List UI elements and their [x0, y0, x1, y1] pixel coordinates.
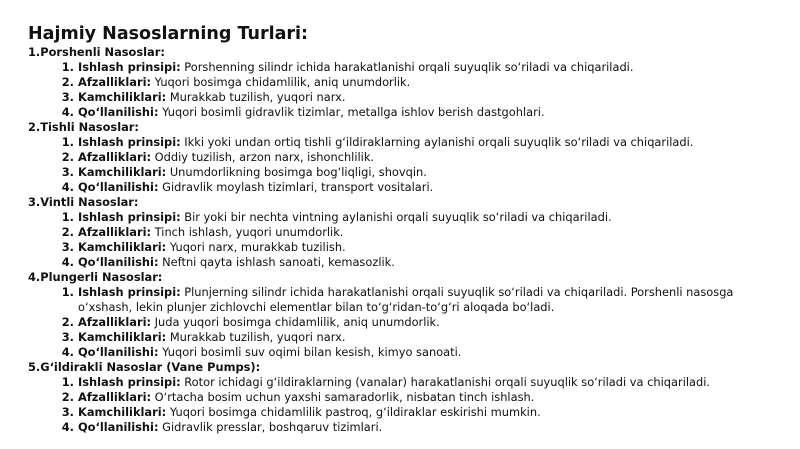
list-item: [61, 330, 778, 345]
item-text: Neftni qayta ishlash sanoati, kemasozlik.: [158, 255, 395, 269]
item-text: Yuqori bosimli suv oqimi bilan kesish, kimyo sanoati.: [158, 345, 462, 359]
item-text: Yuqori bosimga chidamlilik pastroq, g‘ildiraklar eskirishi mumkin.: [166, 405, 541, 419]
item-label: Afzalliklari:: [78, 315, 152, 329]
page-title: Hajmiy Nasoslarning Turlari:: [28, 24, 309, 44]
list-item: [61, 345, 778, 360]
list-item: [61, 75, 778, 90]
list-item: [61, 150, 778, 165]
pump-section: [28, 120, 778, 195]
item-label: Kamchiliklari:: [78, 240, 167, 254]
list-item: [61, 60, 778, 75]
section-item-list: [28, 210, 778, 270]
section-item-list: [28, 375, 778, 435]
section-item-list: [28, 60, 778, 120]
section-item-list: [28, 285, 778, 360]
list-item: [61, 255, 778, 270]
item-text: Ikki yoki undan ortiq tishli g‘ildiraklarning aylanishi orqali suyuqlik so‘riladi va chiqariladi.: [180, 135, 694, 149]
item-text: Murakkab tuzilish, yuqori narx.: [166, 330, 346, 344]
item-number: 1.: [61, 60, 74, 74]
item-text: Porshenning silindr ichida harakatlanishi orqali suyuqlik so‘riladi va chiqariladi.: [180, 60, 634, 74]
item-number: 3.: [61, 240, 74, 254]
item-number: 2.: [61, 390, 74, 404]
section-heading: 3.Vintli Nasoslar:: [28, 195, 139, 209]
item-number: 1.: [61, 375, 74, 389]
item-number: 4.: [61, 345, 74, 359]
item-number: 3.: [61, 90, 74, 104]
item-text: Plunjerning silindr ichida harakatlanishi orqali suyuqlik so‘riladi va chiqariladi. Porshenli nasosga o‘xshash, lekin plunjer zichlovchi elementlar bilan to‘g‘ridan-to‘g‘ri aloqada bo‘ladi.: [78, 285, 734, 314]
item-label: Kamchiliklari:: [78, 405, 167, 419]
item-text: Bir yoki bir nechta vintning aylanishi orqali suyuqlik so‘riladi va chiqariladi.: [180, 210, 612, 224]
item-text: O‘rtacha bosim uchun yaxshi samaradorlik, nisbatan tinch ishlash.: [151, 390, 535, 404]
pump-section: [28, 45, 778, 120]
item-number: 2.: [61, 150, 74, 164]
item-number: 2.: [61, 225, 74, 239]
item-label: Ishlash prinsipi:: [78, 135, 181, 149]
item-number: 1.: [61, 210, 74, 224]
item-number: 3.: [61, 405, 74, 419]
list-item: [61, 315, 778, 330]
item-label: Qo‘llanilishi:: [78, 345, 159, 359]
item-number: 1.: [61, 135, 74, 149]
item-label: Ishlash prinsipi:: [78, 60, 181, 74]
item-label: Qo‘llanilishi:: [78, 105, 159, 119]
sections-list: [28, 45, 778, 435]
pump-section: [28, 270, 778, 360]
list-item: [61, 285, 778, 315]
item-number: 1.: [61, 285, 74, 299]
item-text: Rotor ichidagi g‘ildiraklarning (vanalar) harakatlanishi orqali suyuqlik so‘riladi va chiqariladi.: [180, 375, 711, 389]
item-label: Afzalliklari:: [78, 390, 152, 404]
item-text: Gidravlik moylash tizimlari, transport vositalari.: [158, 180, 434, 194]
item-text: Murakkab tuzilish, yuqori narx.: [166, 90, 346, 104]
section-heading: 4.Plungerli Nasoslar:: [28, 270, 163, 284]
item-text: Tinch ishlash, yuqori unumdorlik.: [151, 225, 344, 239]
list-item: [61, 405, 778, 420]
item-label: Ishlash prinsipi:: [78, 210, 181, 224]
list-item: [61, 105, 778, 120]
section-heading: 1.Porshenli Nasoslar:: [28, 45, 165, 59]
item-label: Ishlash prinsipi:: [78, 375, 181, 389]
item-label: Qo‘llanilishi:: [78, 180, 159, 194]
list-item: [61, 390, 778, 405]
item-number: 4.: [61, 180, 74, 194]
item-text: Unumdorlikning bosimga bog‘liqligi, shovqin.: [166, 165, 427, 179]
item-text: Yuqori bosimga chidamlilik, aniq unumdorlik.: [151, 75, 411, 89]
section-heading: 5.G‘ildirakli Nasoslar (Vane Pumps):: [28, 360, 261, 374]
item-number: 4.: [61, 420, 74, 434]
section-heading: 2.Tishli Nasoslar:: [28, 120, 139, 134]
list-item: [61, 375, 778, 390]
item-number: 3.: [61, 330, 74, 344]
item-text: Yuqori narx, murakkab tuzilish.: [166, 240, 346, 254]
item-text: Juda yuqori bosimga chidamlilik, aniq unumdorlik.: [151, 315, 440, 329]
item-label: Afzalliklari:: [78, 150, 152, 164]
pump-section: [28, 360, 778, 435]
list-item: [61, 135, 778, 150]
item-label: Afzalliklari:: [78, 75, 152, 89]
pump-section: [28, 195, 778, 270]
item-text: Yuqori bosimli gidravlik tizimlar, metallga ishlov berish dastgohlari.: [158, 105, 545, 119]
item-text: Gidravlik presslar, boshqaruv tizimlari.: [158, 420, 383, 434]
item-label: Qo‘llanilishi:: [78, 255, 159, 269]
item-label: Kamchiliklari:: [78, 165, 167, 179]
item-label: Kamchiliklari:: [78, 330, 167, 344]
item-label: Ishlash prinsipi:: [78, 285, 181, 299]
list-item: [61, 210, 778, 225]
item-text: Oddiy tuzilish, arzon narx, ishonchlilik.: [151, 150, 375, 164]
item-number: 2.: [61, 75, 74, 89]
list-item: [61, 90, 778, 105]
item-number: 4.: [61, 255, 74, 269]
list-item: [61, 420, 778, 435]
list-item: [61, 180, 778, 195]
list-item: [61, 225, 778, 240]
item-label: Afzalliklari:: [78, 225, 152, 239]
item-label: Kamchiliklari:: [78, 90, 167, 104]
section-item-list: [28, 135, 778, 195]
list-item: [61, 165, 778, 180]
item-label: Qo‘llanilishi:: [78, 420, 159, 434]
item-number: 3.: [61, 165, 74, 179]
item-number: 4.: [61, 105, 74, 119]
item-number: 2.: [61, 315, 74, 329]
list-item: [61, 240, 778, 255]
